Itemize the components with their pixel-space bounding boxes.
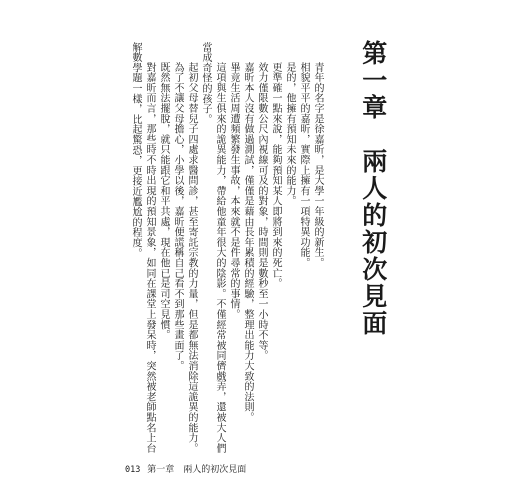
paragraph: 起初父母替兒子四處求醫問診，甚至寄託宗教的力量，但是都無法消除這詭異的能力。 (186, 62, 197, 454)
paragraph: 對嘉昕而言，那些時不時出現的預知景象，如同在課堂上發呆時，突然被老師點名上台解數學題一樣，比起驚恐，更接近尷尬的程度。 (130, 42, 155, 454)
chapter-title: 第一章 兩人的初次見面 (358, 40, 388, 337)
paragraph: 效力僅限數公尺內視線可及的對象，時間則是數秒至一小時不等。 (256, 62, 267, 361)
paragraph: 為了不讓父母擔心，小學以後，嘉昕便謊稱自己看不到那些畫面了。 (172, 62, 183, 371)
body-text (128, 42, 324, 462)
paragraph: 是的，他擁有預知未來的能力。 (284, 62, 295, 207)
paragraph: 更準確一點來說，能夠預知某人即將到來的死亡。 (270, 62, 281, 289)
page-footer (125, 462, 250, 475)
paragraph: 青年的名字是徐嘉昕，是大學一年級的新生。 (312, 62, 323, 268)
paragraph: 畢竟生活周遭頻繁發生事故，本來就不是件尋常的事情。 (228, 62, 239, 320)
paragraph: 相貌平平的嘉昕，實際上擁有一項特異功能。 (298, 62, 309, 268)
paragraph: 既然無法擺脫，就只能跟它和平共處，現在他已是司空見慣。 (158, 62, 169, 341)
running-head: 第一章 兩人的初次見面 (147, 465, 247, 475)
page-number: 013 (125, 465, 141, 475)
paragraph: 嘉昕本人沒有做過測試，僅僅是藉由長年累積的經驗，整理出能力大致的法則。 (242, 62, 253, 423)
paragraph: 這項與生俱來的詭異能力，帶給他童年很大的陰影。不僅經常被同儕戲弄，還被大人們當成奇怪的孩子。 (200, 42, 225, 454)
